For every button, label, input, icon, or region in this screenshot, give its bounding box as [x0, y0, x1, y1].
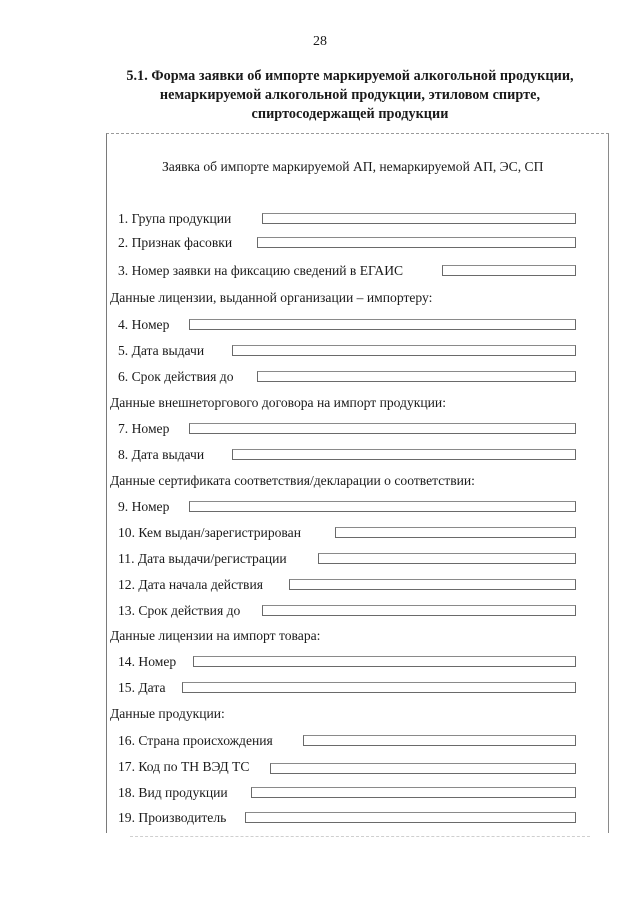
license-issue-date-field[interactable] — [232, 345, 576, 356]
license-number-field[interactable] — [189, 319, 576, 330]
field-label-country-of-origin: 16. Страна происхождения — [118, 733, 273, 748]
section-heading-importer-license: Данные лицензии, выданной организации – импортеру: — [110, 290, 433, 305]
contract-issue-date-field[interactable] — [232, 449, 576, 460]
field-label-product-type: 18. Вид продукции — [118, 785, 228, 800]
license-valid-until-field[interactable] — [257, 371, 576, 382]
title-line-2: немаркируемой алкогольной продукции, этиловом спирте, — [159, 87, 541, 103]
section-heading-foreign-trade-contract: Данные внешнеторгового договора на импорт продукции: — [110, 395, 446, 410]
form-title: Заявка об импорте маркируемой АП, немаркируемой АП, ЭС, СП — [162, 159, 544, 174]
page-number: 28 — [313, 34, 327, 49]
field-label-registration-date: 11. Дата выдачи/регистрации — [118, 551, 287, 566]
field-label-tn-ved-code: 17. Код по ТН ВЭД ТС — [118, 759, 250, 774]
country-of-origin-field[interactable] — [303, 735, 576, 746]
import-license-number-field[interactable] — [193, 656, 576, 667]
import-license-date-field[interactable] — [182, 682, 576, 693]
field-label-contract-number: 7. Номер — [118, 421, 170, 436]
field-label-validity-start: 12. Дата начала действия — [118, 577, 263, 592]
field-label-license-issue-date: 5. Дата выдачи — [118, 343, 205, 358]
field-label-license-number: 4. Номер — [118, 317, 170, 332]
field-label-contract-issue-date: 8. Дата выдачи — [118, 447, 205, 462]
issued-by-field[interactable] — [335, 527, 576, 538]
certificate-number-field[interactable] — [189, 501, 576, 512]
field-label-certificate-number: 9. Номер — [118, 499, 170, 514]
document-title — [100, 67, 600, 124]
section-heading-import-license: Данные лицензии на импорт товара: — [110, 628, 321, 643]
field-label-product-group: 1. Група продукции — [118, 211, 232, 226]
title-line-3: спиртосодержащей продукции — [251, 106, 449, 122]
field-label-import-license-number: 14. Номер — [118, 654, 177, 669]
field-label-certificate-valid-until: 13. Срок действия до — [118, 603, 241, 618]
field-label-import-license-date: 15. Дата — [118, 680, 166, 695]
certificate-valid-until-field[interactable] — [262, 605, 576, 616]
field-label-issued-by: 10. Кем выдан/зарегистрирован — [118, 525, 301, 540]
contract-number-field[interactable] — [189, 423, 576, 434]
field-label-egais-request-number: 3. Номер заявки на фиксацию сведений в ЕГАИС — [118, 263, 404, 278]
tn-ved-code-field[interactable] — [270, 763, 576, 774]
packaging-flag-field[interactable] — [257, 237, 576, 248]
section-heading-conformity-certificate: Данные сертификата соответствия/декларации о соответствии: — [110, 473, 475, 488]
field-label-packaging-flag: 2. Признак фасовки — [118, 235, 233, 250]
field-label-manufacturer: 19. Производитель — [118, 810, 227, 825]
field-label-license-valid-until: 6. Срок действия до — [118, 369, 234, 384]
product-type-field[interactable] — [251, 787, 576, 798]
validity-start-field[interactable] — [289, 579, 576, 590]
cut-off-next-row-trace — [130, 836, 590, 837]
section-heading-product-data: Данные продукции: — [110, 706, 225, 721]
product-group-field[interactable] — [262, 213, 576, 224]
manufacturer-field[interactable] — [245, 812, 576, 823]
registration-date-field[interactable] — [318, 553, 576, 564]
title-line-1: 5.1. Форма заявки об импорте маркируемой алкогольной продукции, — [126, 68, 574, 84]
egais-request-number-field[interactable] — [442, 265, 576, 276]
